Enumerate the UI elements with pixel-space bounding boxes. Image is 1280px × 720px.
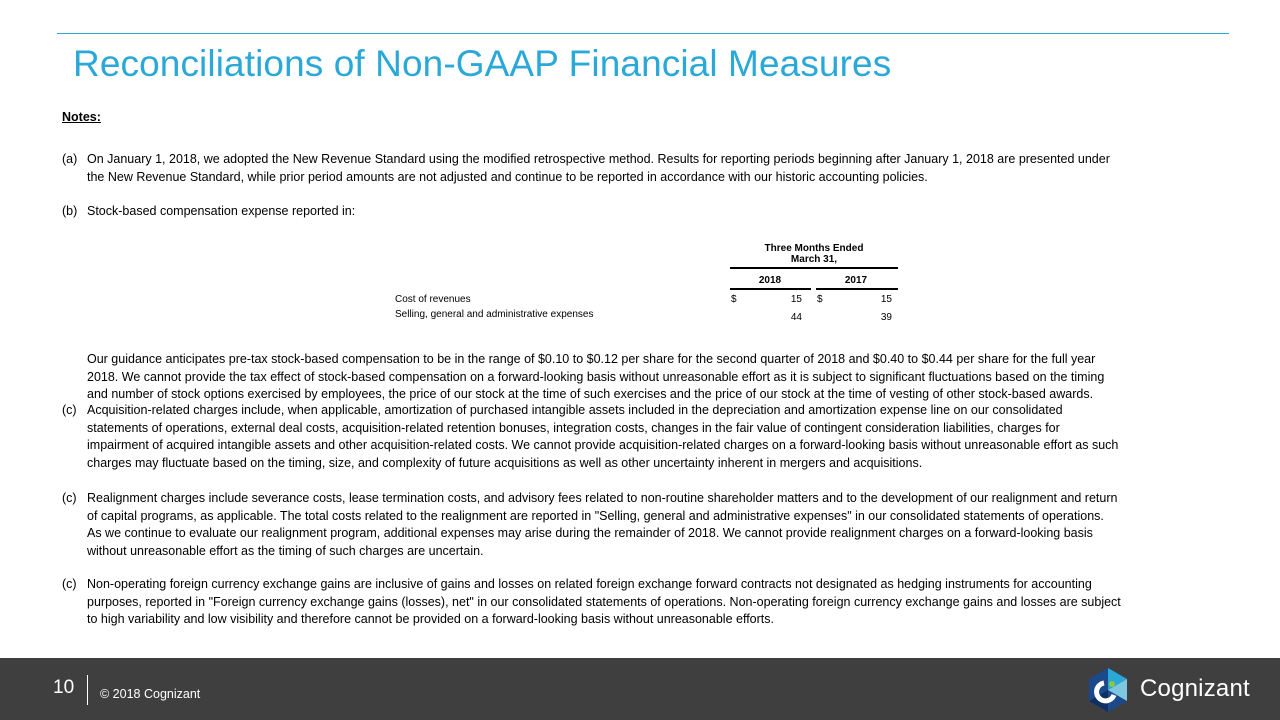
table-cell-2017: 39 <box>880 312 892 323</box>
guidance-line: and number of stock options exercised by employees, the price of our stock at the time of such exercises and the price of our stock at the time of vesting of other stock-based awards. <box>87 387 1094 401</box>
table-cell-2017: 15 <box>880 294 892 305</box>
notes-heading: Notes: <box>62 110 101 124</box>
currency-symbol: $ <box>817 294 823 305</box>
note-line: to high variability and low visibility and therefore cannot be provided on a forward-looking basis without unreasonable efforts. <box>87 612 774 626</box>
cognizant-logo-icon <box>1084 666 1132 714</box>
currency-symbol: $ <box>731 294 737 305</box>
note-line: Acquisition-related charges include, when applicable, amortization of purchased intangible assets included in the depreciation and amortization expense line on our consolidated <box>87 403 1063 417</box>
note-c-foreign-currency <box>62 576 1192 629</box>
table-header-rule <box>730 267 898 269</box>
column-rule-2018 <box>730 288 811 290</box>
table-header-date: March 31, <box>790 253 838 265</box>
note-label: (c) <box>62 491 77 505</box>
note-line: As we continue to evaluate our realignment program, additional expenses may arise during the remainder of 2018. We cannot provide realignment charges on a forward-looking basis <box>87 526 1093 540</box>
table-cell-2018: 44 <box>790 312 802 323</box>
note-a <box>62 151 1192 186</box>
title-rule <box>57 33 1229 34</box>
guidance-line: 2018. We cannot provide the tax effect of stock-based compensation on a forward-looking basis without unreasonable effort as it is subject to significant fluctuations based on the timing <box>87 369 1105 384</box>
column-header-2018: 2018 <box>758 275 782 286</box>
guidance-paragraph <box>62 351 1192 404</box>
note-label: (c) <box>62 403 77 417</box>
note-label: (b) <box>62 204 78 218</box>
note-c-acquisition <box>62 402 1192 472</box>
note-line: the New Revenue Standard, while prior period amounts are not adjusted and continue to be reported in accordance with our historic accounting policies. <box>87 169 928 184</box>
guidance-line: Our guidance anticipates pre-tax stock-based compensation to be in the range of $0.10 to $0.12 per share for the second quarter of 2018 and $0.40 to $0.44 per share for the full year <box>87 352 1096 366</box>
note-line: impairment of acquired intangible assets and other acquisition-related costs. We cannot provide acquisition-related charges on a forward-looking basis without unreasonable effort as such <box>87 438 1119 452</box>
note-line: without unreasonable effort as the timing of such charges are uncertain. <box>87 543 484 558</box>
table-cell-2018: 15 <box>790 294 802 305</box>
note-line: Stock-based compensation expense reported in: <box>87 204 356 218</box>
footer-bar <box>0 658 1280 720</box>
note-line: Realignment charges include severance costs, lease termination costs, and advisory fees related to non-routine shareholder matters and to the development of our realignment and return <box>87 491 1118 505</box>
note-line: On January 1, 2018, we adopted the New Revenue Standard using the modified retrospective method. Results for reporting periods beginning after January 1, 2018 are presented under <box>87 152 1110 166</box>
cognizant-wordmark: Cognizant <box>1140 675 1250 702</box>
column-rule-2017 <box>816 288 898 290</box>
note-line: statements of operations, external deal costs, acquisition-related retention bonuses, integration costs, changes in the fair value of contingent consideration liabilities, charges for <box>87 420 1060 435</box>
column-header-2017: 2017 <box>844 275 868 286</box>
table-row-label: Selling, general and administrative expenses <box>395 309 594 320</box>
page-title: Reconciliations of Non-GAAP Financial Measures <box>73 43 892 84</box>
note-label: (c) <box>62 577 77 591</box>
table-header <box>730 244 898 265</box>
note-c-realignment <box>62 490 1192 560</box>
note-line: purposes, reported in "Foreign currency exchange gains (losses), net" in our consolidated statements of operations. Non-operating foreign currency exchange gains and losses are subject <box>87 594 1121 609</box>
table-header-period: Three Months Ended <box>764 243 864 254</box>
note-b <box>62 203 1192 221</box>
note-label: (a) <box>62 152 78 166</box>
note-line: of capital programs, as applicable. The total costs related to the realignment are reported in "Selling, general and administrative expenses" in our consolidated statements of operations. <box>87 508 1104 523</box>
page-number: 10 <box>53 677 75 698</box>
copyright-text: © 2018 Cognizant <box>100 687 201 701</box>
footer-divider <box>87 675 88 705</box>
note-line: Non-operating foreign currency exchange gains are inclusive of gains and losses on related foreign exchange forward contracts not designated as hedging instruments for accounting <box>87 577 1092 591</box>
note-line: charges may fluctuate based on the timing, size, and complexity of future acquisitions as well as other uncertainty inherent in mergers and acquisitions. <box>87 455 923 470</box>
table-row-label: Cost of revenues <box>395 294 471 305</box>
